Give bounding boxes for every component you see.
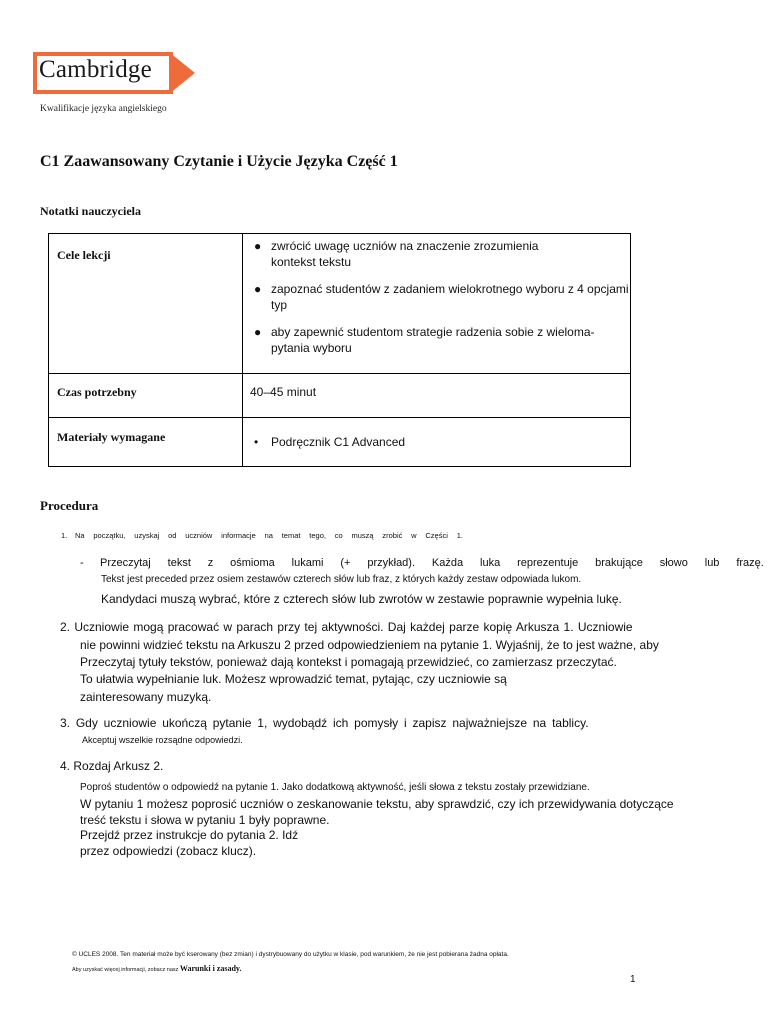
step-1-intro — [75, 531, 463, 540]
logo-subtitle: Kwalifikacje języka angielskiego — [40, 104, 167, 114]
word: na — [264, 531, 273, 540]
time-value-cell — [244, 373, 630, 417]
page-number: 1 — [630, 974, 636, 985]
more-info-text: Aby uzyskać więcej informacji, zobacz nasz — [72, 967, 179, 973]
aims-label: Cele lekcji — [57, 248, 111, 262]
table-label-cell — [49, 234, 243, 373]
step-4-first-line: 4. Rozdaj Arkusz 2. — [60, 759, 164, 773]
table-label-cell — [49, 418, 243, 466]
step-1-dash: - — [80, 557, 84, 569]
page-title: C1 Zaawansowany Czytanie i Użycie Języka Część 1 — [40, 153, 398, 170]
word: od — [168, 531, 177, 540]
word: 1. — [456, 531, 463, 540]
step-3-note: Akceptuj wszelkie rozsądne odpowiedzi. — [82, 735, 243, 745]
word: lukami — [291, 557, 324, 569]
materials-label: Materiały wymagane — [57, 430, 166, 444]
word: brakujące — [595, 557, 643, 569]
table-row-aims — [49, 234, 630, 374]
step-4-line: Poproś studentów o odpowiedź na pytanie 1. Jako dodatkową aktywność, jeśli słowa z tekstu zostały przewidziane. — [80, 782, 590, 793]
materials-value-cell: • Podręcznik C1 Advanced — [254, 435, 406, 449]
terms-link[interactable]: Warunki i zasady. — [179, 964, 242, 973]
word: uzyskaj — [134, 531, 160, 540]
word: muszą — [351, 531, 374, 540]
step-2-first-line: 2. Uczniowie mogą pracować w parach przy tej aktywności. Daj każdej parze kopię Arkusza 1. Uczniowie — [60, 620, 633, 634]
word: lub — [704, 557, 720, 569]
copyright-notice: © UCLES 2008. Ten materiał może być kserowany (bez zmian) i dystrybuowany do użytku w klasie, pod warunkiem, że nie jest pobierana żadna opłata. — [72, 951, 509, 958]
step-1-number: 1. — [61, 531, 68, 540]
notes-heading: Notatki nauczyciela — [40, 204, 141, 218]
step-4-line: W pytaniu 1 możesz poprosić uczniów o zeskanowanie tekstu, aby sprawdzić, czy ich przewidywania dotyczące — [80, 797, 674, 811]
word: luka — [480, 557, 501, 569]
time-label: Czas potrzebny — [57, 385, 137, 399]
lesson-info-table — [48, 233, 631, 467]
word: Przeczytaj — [100, 557, 151, 569]
table-row-materials — [49, 418, 630, 466]
step-2-line: nie powinni widzieć tekstu na Arkuszu 2 przed odpowiedzieniem na pytanie 1. Wyjaśnij, że to jest ważne, aby — [80, 638, 659, 652]
table-label-cell — [49, 373, 243, 417]
step-2-line: To ułatwia wypełnianie luk. Możesz wprowadzić temat, pytając, czy uczniowie są — [80, 672, 507, 686]
word: Na — [75, 531, 85, 540]
logo-arrow-shape — [169, 52, 195, 94]
word: w — [411, 531, 417, 540]
time-value: 40–45 minut — [250, 385, 317, 399]
bullet-icon: ● — [254, 325, 262, 339]
word: początku, — [93, 531, 126, 540]
word: reprezentuje — [517, 557, 579, 569]
word: słowo — [659, 557, 688, 569]
step-3-first-line: 3. Gdy uczniowie ukończą pytanie 1, wydobądź ich pomysły i zapisz najważniejsze na tablicy. — [60, 716, 589, 730]
step-2-line: Przeczytaj tytuły tekstów, ponieważ dają kontekst i pomagają przewidzieć, co zamierzasz przeczytać. — [80, 655, 617, 669]
word: przykład). — [367, 557, 416, 569]
logo-text: Cambridge — [39, 56, 152, 83]
bullet-icon: ● — [254, 282, 262, 296]
word: temat — [281, 531, 301, 540]
bullet-icon: ● — [254, 239, 262, 253]
word: uczniów — [185, 531, 213, 540]
step-4-line: przez odpowiedzi (zobacz klucz). — [80, 844, 257, 858]
step-4-line: Przejdź przez instrukcje do pytania 2. Idź — [80, 828, 299, 842]
word: tekst — [167, 557, 191, 569]
step-1-dash-line — [100, 557, 764, 569]
word: Części — [425, 531, 448, 540]
word: zrobić — [382, 531, 403, 540]
word: tego, — [309, 531, 326, 540]
word: ośmioma — [230, 557, 275, 569]
step-1-line-3: Kandydaci muszą wybrać, które z czterech słów lub zwrotów w zestawie poprawnie wypełnia lukę. — [101, 592, 622, 606]
aims-value-cell: ● zwrócić uwagę uczniów na znaczenie zrozumienia kontekst tekstu ● zapoznać studentów z zadaniem wielokrotnego wyboru z 4 opcjami typ ● aby zapewnić studentom strategie radzenia sobie z wieloma- pytania wyboru — [254, 239, 629, 355]
word: frazę. — [736, 557, 764, 569]
bullet-icon: • — [254, 435, 259, 449]
word: (+ — [340, 557, 351, 569]
word: co — [334, 531, 343, 540]
word: z — [207, 557, 214, 569]
word: informacje — [221, 531, 256, 540]
step-1-line-2: Tekst jest preceded przez osiem zestawów czterech słów lub fraz, z których każdy zestaw odpowiada lukom. — [101, 574, 582, 585]
word: Każda — [431, 557, 464, 569]
more-info-line — [72, 964, 241, 973]
procedure-heading: Procedura — [40, 498, 99, 513]
step-2-line: zainteresowany muzyką. — [80, 690, 212, 704]
cambridge-logo — [33, 52, 195, 94]
step-4-line: treść tekstu i słowa w pytaniu 1 były poprawne. — [80, 813, 330, 827]
table-row-time — [49, 373, 630, 418]
